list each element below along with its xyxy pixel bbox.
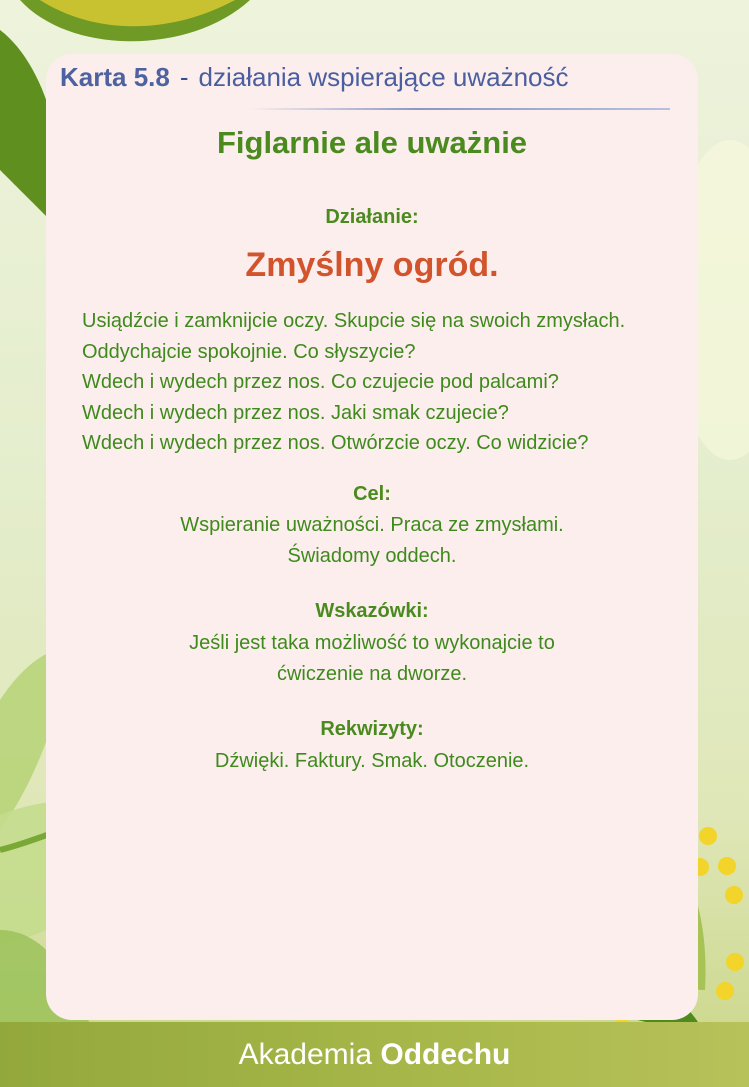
header-separator: - — [179, 62, 189, 92]
yellow-dot — [725, 886, 743, 904]
yellow-dot — [726, 953, 744, 971]
yellow-dot — [699, 827, 717, 845]
tips-line: Jeśli jest taka możliwość to wykonajcie to — [189, 632, 555, 654]
instruction-line: Usiądźcie i zamknijcie oczy. Skupcie się na swoich zmysłach. — [82, 310, 626, 332]
instruction-line: Oddychajcie spokojnie. Co słyszycie? — [82, 340, 416, 363]
brand-name-strong: Oddechu — [380, 1038, 511, 1071]
footer-brand — [0, 1038, 749, 1072]
tips-line: ćwiczenie na dworze. — [276, 662, 468, 685]
card-category: działania wspierające uważność — [198, 62, 569, 92]
brand-name-part: Akademia — [238, 1038, 373, 1071]
tips-text — [46, 628, 698, 689]
goal-line: Wspieranie uważności. Praca ze zmysłami. — [180, 514, 564, 536]
page-title: Figlarnie ale uważnie — [216, 125, 528, 160]
props-line: Dźwięki. Faktury. Smak. Otoczenie. — [214, 750, 530, 772]
yellow-dot — [716, 982, 734, 1000]
props-text — [46, 746, 698, 777]
activity-name: Zmyślny ogród. — [245, 246, 499, 284]
card-number: Karta 5.8 — [60, 62, 170, 92]
instruction-line: Wdech i wydech przez nos. Otwórzcie oczy. Co widzicie? — [82, 432, 589, 454]
instruction-line: Wdech i wydech przez nos. Co czujecie pod palcami? — [82, 371, 559, 393]
goal-label: Cel: — [353, 483, 391, 505]
instructions-block — [82, 306, 692, 459]
props-label: Rekwizyty: — [320, 718, 424, 740]
instruction-line: Wdech i wydech przez nos. Jaki smak czujecie? — [82, 401, 509, 424]
yellow-dot — [718, 857, 736, 875]
goal-line: Świadomy oddech. — [287, 544, 457, 567]
card-header — [60, 62, 690, 93]
activity-label: Działanie: — [325, 206, 419, 228]
tips-label: Wskazówki: — [315, 600, 429, 622]
header-divider — [250, 108, 670, 110]
goal-text — [46, 510, 698, 571]
